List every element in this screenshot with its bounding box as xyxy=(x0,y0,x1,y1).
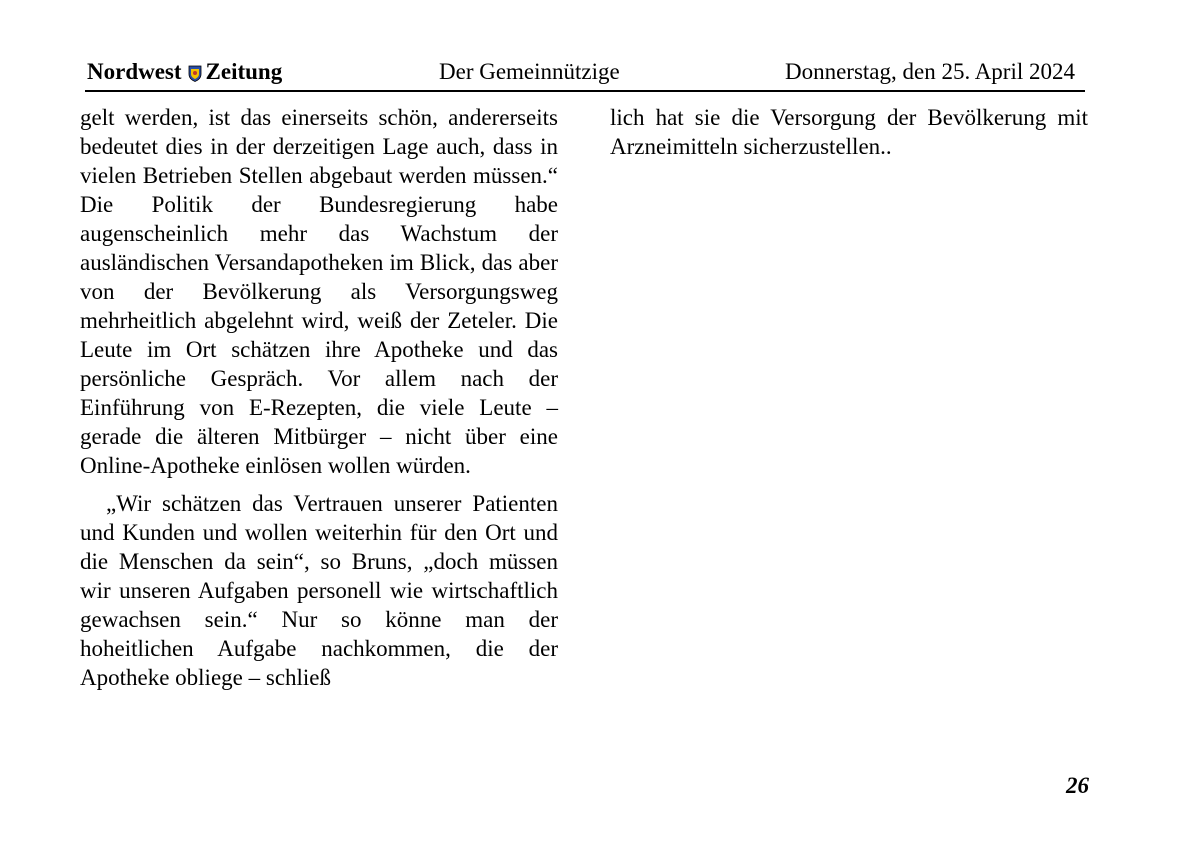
issue-date: Donnerstag, den 25. April 2024 xyxy=(784,59,1075,84)
masthead-right: Zeitung xyxy=(205,59,283,84)
page-number: 26 xyxy=(1066,773,1089,798)
page-header xyxy=(85,56,1085,92)
right-paragraph-1: lich hat sie die Versorgung der Bevölkerung mit Arzneimitteln sicherzustellen.. xyxy=(610,105,1088,159)
section-name: Der Gemeinnützige xyxy=(439,59,620,84)
coat-of-arms-icon xyxy=(188,65,202,82)
left-column xyxy=(80,103,558,692)
masthead-left: Nordwest xyxy=(87,59,182,84)
right-column xyxy=(610,103,1088,161)
masthead xyxy=(87,58,282,86)
left-paragraph-2: „Wir schätzen das Vertrauen unserer Patienten und Kunden und wollen weiterhin für den Ort und die Menschen da sein“, so Bruns, „doch müssen wir unseren Aufgaben personell wie wirtschaftlich gewachsen sein.“ Nur so könne man der hoheitlichen Aufgabe nachkommen, die der Apotheke obliege – schließ xyxy=(80,491,558,690)
left-paragraph-1: gelt werden, ist das einerseits schön, andererseits bedeutet dies in der derzeitigen Lage auch, dass in vielen Betrieben Stellen abgebaut werden müssen.“ Die Politik der Bundesregierung habe augenscheinlich mehr das Wachstum der ausländischen Versandapotheken im Blick, das aber von der Bevölkerung als Versorgungsweg mehrheitlich abgelehnt wird, weiß der Zeteler. Die Leute im Ort schätzen ihre Apotheke und das persönliche Gespräch. Vor allem nach der Einführung von E-Rezepten, die viele Leute – gerade die älteren Mitbürger – nicht über eine Online-Apotheke einlösen wollen würden. xyxy=(80,105,558,478)
